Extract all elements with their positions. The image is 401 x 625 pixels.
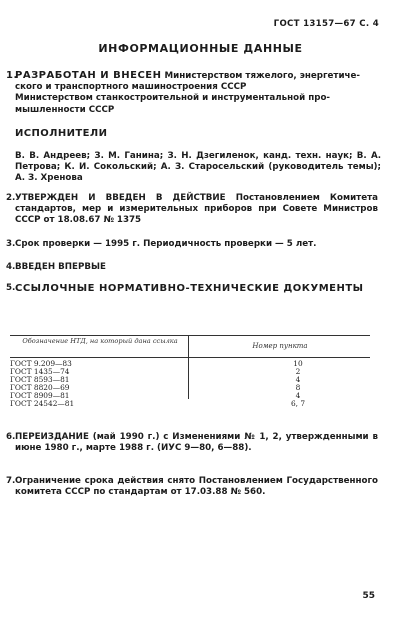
section-1-line4: мышленности СССР [15,104,115,115]
table-row [10,400,370,408]
section-1-text [15,70,378,116]
standard-code: ГОСТ 13157—67 С. 4 [273,19,379,29]
section-2-text: УТВЕРЖДЕН И ВВЕДЕН В ДЕЙСТВИЕ Постановлением Комитета стандартов, мер и измерительных приборов при Совете Министров СССР от 18.08.67 № 1375 [15,193,378,226]
section-1-line3: Министерством станкостроительной и инструментальной про- [15,93,331,104]
section-5-number: 5. [6,283,16,293]
table-cell-ref: ГОСТ 8820—69 [10,383,70,392]
table-cell-point: 8 [295,383,301,392]
section-2-number: 2. [6,193,16,203]
section-1-line1: Министерством тяжелого, энергетиче- [161,71,361,81]
page-number: 55 [362,591,375,601]
section-2 [6,193,378,227]
section-7-number: 7. [6,476,16,486]
table-cell-ref: ГОСТ 1435—74 [10,367,70,376]
section-4-number: 4. [6,262,16,272]
table-cell-ref: ГОСТ 9.209—83 [10,359,72,368]
section-3-text: Срок проверки — 1995 г. Периодичность проверки — 5 лет. [15,239,317,249]
table-cell-point: 4 [295,391,301,400]
section-3-number: 3. [6,239,16,249]
section-4-text: ВВЕДЕН ВПЕРВЫЕ [15,262,106,272]
table-cell-ref: ГОСТ 24542—81 [10,399,75,408]
section-6 [6,432,378,454]
section-7-text: Ограничение срока действия снято Постановлением Государственного комитета СССР по стандартам от 17.03.88 № 560. [15,476,378,498]
table-cell-ref: ГОСТ 8593—81 [10,375,70,384]
section-5-text: ССЫЛОЧНЫЕ НОРМАТИВНО-ТЕХНИЧЕСКИЕ ДОКУМЕНТЫ [15,283,364,294]
table-top-rule [10,335,370,336]
table-cell-point: 6, 7 [290,399,306,408]
table-cell-point: 10 [293,359,303,368]
section-1-number: 1. [6,70,18,81]
table-cell-point: 4 [295,375,301,384]
table-header-point: Номер пункта [252,342,308,350]
table-header-designation: Обозначение НТД, на который дана ссылка [22,337,178,345]
section-6-number: 6. [6,432,16,442]
section-4 [6,262,378,273]
reference-table [10,335,370,408]
executors-heading: ИСПОЛНИТЕЛИ [15,128,108,139]
section-7 [6,476,378,498]
executors-list: В. В. Андреев; З. М. Ганина; З. Н. Дзегиленок, канд. техн. наук; В. А. Петрова; К. И. Сокольский; А. З. Старосельский (руководитель темы); А. З. Хренова [15,151,381,184]
section-1-line2: ского и транспортного машиностроения СССР [15,82,247,93]
table-cell-point: 2 [295,367,301,376]
table-header-rule [10,357,370,358]
section-1-heading: РАЗРАБОТАН И ВНЕСЕН [15,70,162,81]
page-title: ИНФОРМАЦИОННЫЕ ДАННЫЕ [98,42,303,55]
section-5 [6,283,378,294]
section-3 [6,239,378,250]
table-cell-ref: ГОСТ 8909—81 [10,391,70,400]
section-6-text: ПЕРЕИЗДАНИЕ (май 1990 г.) с Изменениями № 1, 2, утвержденными в июне 1980 г., марте 1988 г. (ИУС 9—80, 6—88). [15,432,378,454]
section-1 [6,70,378,116]
